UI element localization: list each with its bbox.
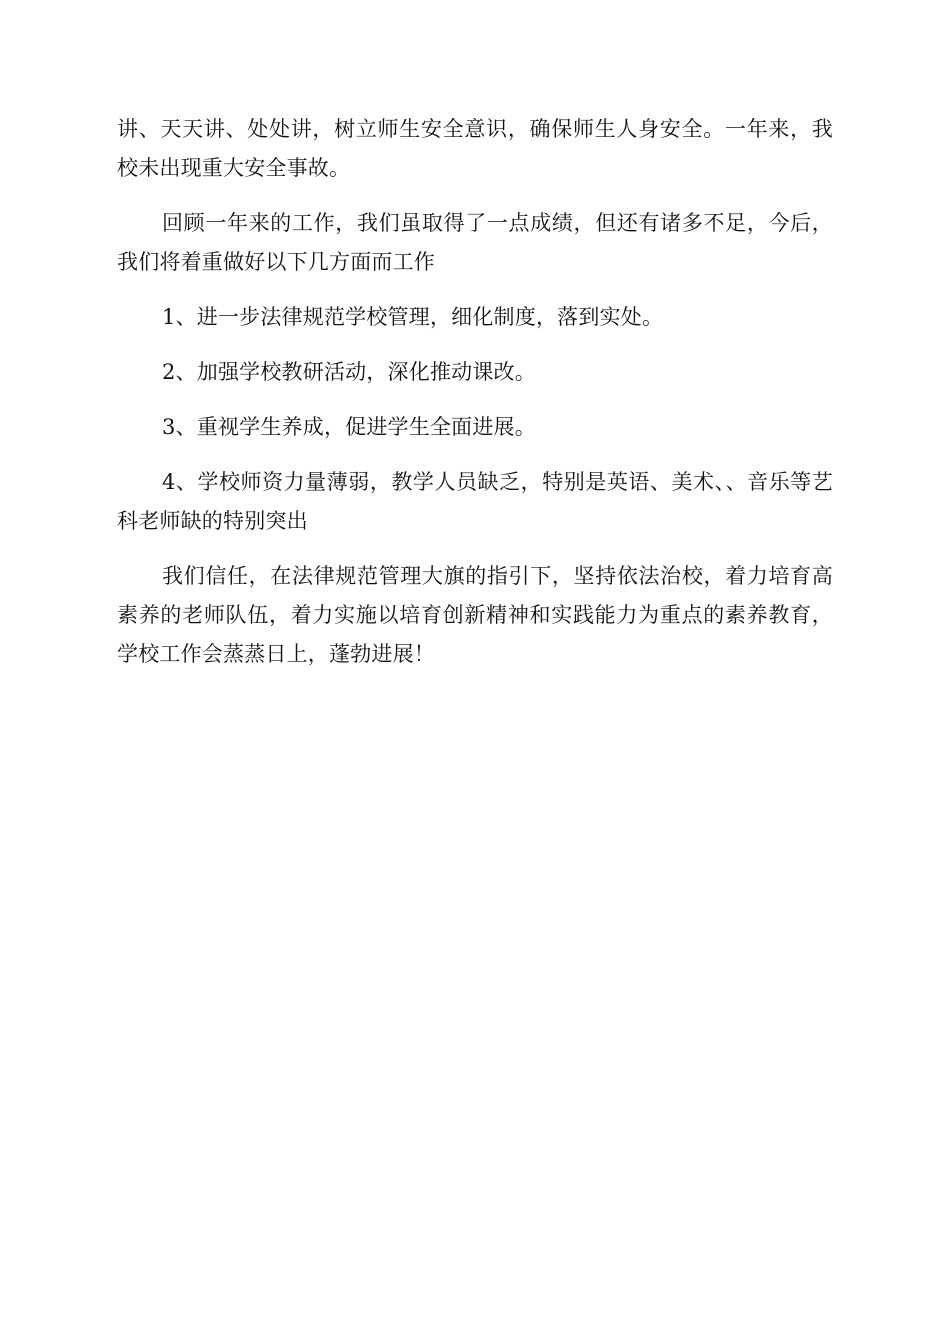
paragraph-closing: 我们信任，在法律规范管理大旗的指引下，坚持依法治校，着力培育高素养的老师队伍，着力实施以培育创新精神和实践能力为重点的素养教育，学校工作会蒸蒸日上，蓬勃进展！ [117,564,833,666]
paragraph-safety-continued: 讲、天天讲、处处讲，树立师生安全意识，确保师生人身安全。一年来，我校未出现重大安全事故。 [117,117,833,180]
list-item-1: 1、进一步法律规范学校管理，细化制度，落到实处。 [162,305,664,329]
paragraph-review: 回顾一年来的工作，我们虽取得了一点成绩，但还有诸多不足，今后，我们将着重做好以下几方面而工作 [117,211,833,274]
document-body [117,110,833,690]
list-item-4: 4、学校师资力量薄弱，教学人员缺乏，特别是英语、美术、、音乐等艺科老师缺的特别突出 [117,470,833,533]
list-item-2: 2、加强学校教研活动，深化推动课改。 [162,360,536,384]
list-item-3: 3、重视学生养成，促进学生全面进展。 [162,415,536,439]
